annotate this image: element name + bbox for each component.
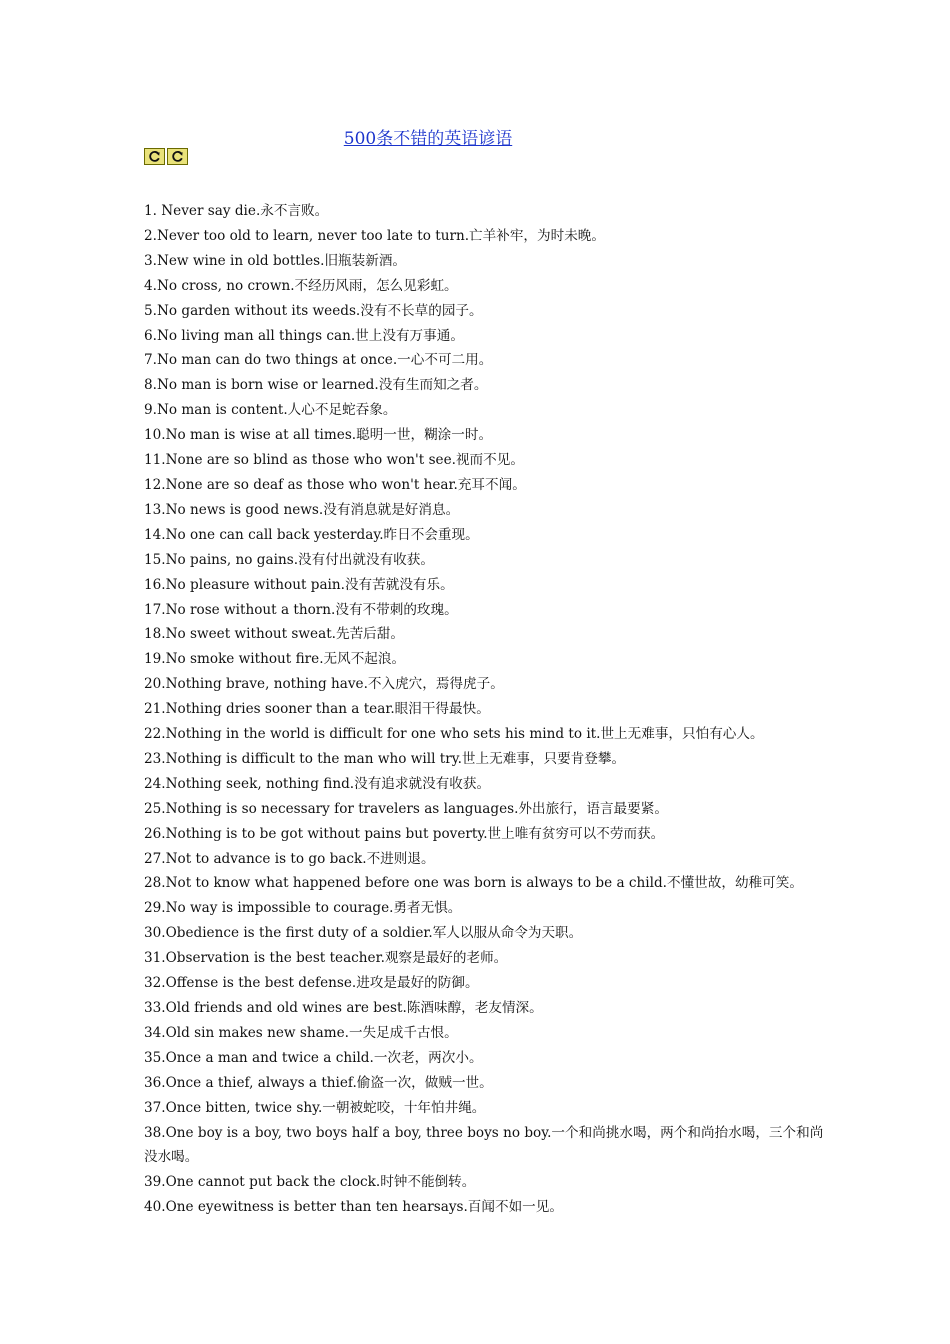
proverb-item: 16.No pleasure without pain.没有苦就没有乐。 — [144, 576, 454, 593]
proverb-item: 40.One eyewitness is better than ten hearsays.百闻不如一见。 — [144, 1199, 563, 1216]
proverb-item: 30.Obedience is the first duty of a soldier.军人以服从命令为天职。 — [144, 925, 583, 942]
proverb-item: 13.No news is good news.没有消息就是好消息。 — [144, 501, 460, 518]
proverb-item: 6.No living man all things can.世上没有万事通。 — [144, 327, 464, 344]
proverb-item: 15.No pains, no gains.没有付出就没有收获。 — [144, 551, 434, 568]
proverb-item: 2.Never too old to learn, never too late to turn.亡羊补牢，为时未晚。 — [144, 227, 605, 244]
proverb-list — [144, 199, 824, 1220]
proverb-item: 36.Once a thief, always a thief.偷盗一次，做贼一世。 — [144, 1074, 493, 1091]
proverb-item: 35.Once a man and twice a child.一次老，两次小。 — [144, 1049, 483, 1066]
proverb-item: 25.Nothing is so necessary for travelers as languages.外出旅行，语言最要紧。 — [144, 800, 668, 817]
proverb-item: 28.Not to know what happened before one was born is always to be a child.不懂世故，幼稚可笑。 — [144, 875, 803, 892]
proverb-item: 7.No man can do two things at once.一心不可二用。 — [144, 352, 493, 369]
proverb-item: 20.Nothing brave, nothing have.不入虎穴，焉得虎子。 — [144, 676, 504, 693]
proverb-item: 10.No man is wise at all times.聪明一世，糊涂一时。 — [144, 427, 493, 444]
proverb-item: 3.New wine in old bottles.旧瓶装新酒。 — [144, 252, 407, 269]
proverb-item: 23.Nothing is difficult to the man who will try.世上无难事，只要肯登攀。 — [144, 750, 626, 767]
proverb-item: 1. Never say die.永不言败。 — [144, 203, 329, 219]
proverb-item: 29.No way is impossible to courage.勇者无惧。 — [144, 900, 462, 917]
proverb-item: 4.No cross, no crown.不经历风雨，怎么见彩虹。 — [144, 277, 458, 294]
proverb-item: 33.Old friends and old wines are best.陈酒味醇，老友情深。 — [144, 1000, 543, 1016]
proverb-item: 19.No smoke without fire.无风不起浪。 — [144, 651, 406, 668]
proverb-item: 22.Nothing in the world is difficult for one who sets his mind to it.世上无难事，只怕有心人。 — [144, 726, 764, 743]
proverb-item: 5.No garden without its weeds.没有不长草的园子。 — [144, 302, 483, 319]
proverb-item: 11.None are so blind as those who won't see.视而不见。 — [144, 452, 524, 469]
proverb-item: 31.Observation is the best teacher.观察是最好的老师。 — [144, 950, 508, 967]
proverb-item: 37.Once bitten, twice shy.一朝被蛇咬，十年怕井绳。 — [144, 1099, 486, 1116]
proverb-item: 39.One cannot put back the clock.时钟不能倒转。 — [144, 1174, 476, 1191]
proverb-item: 21.Nothing dries sooner than a tear.眼泪干得最快。 — [144, 701, 490, 718]
document-title-link[interactable]: 500条不错的英语谚语 — [343, 129, 513, 149]
proverb-item: 27.Not to advance is to go back.不进则退。 — [144, 850, 435, 867]
proverb-item: 8.No man is born wise or learned.没有生而知之者。 — [144, 377, 488, 394]
proverb-item: 34.Old sin makes new shame.一失足成千古恨。 — [144, 1024, 458, 1041]
proverb-item: 18.No sweet without sweat.先苦后甜。 — [144, 626, 404, 643]
proverb-item: 32.Offense is the best defense.进攻是最好的防御。 — [144, 975, 479, 992]
proverb-item: 9.No man is content.人心不足蛇吞象。 — [144, 402, 397, 419]
refresh-icon[interactable] — [167, 148, 188, 165]
refresh-icon[interactable] — [144, 148, 165, 165]
proverb-item: 24.Nothing seek, nothing find.没有追求就没有收获。 — [144, 775, 491, 792]
proverb-item: 17.No rose without a thorn.没有不带刺的玫瑰。 — [144, 601, 458, 618]
toolbar-icons — [144, 148, 188, 165]
proverb-item: 26.Nothing is to be got without pains but poverty.世上唯有贫穷可以不劳而获。 — [144, 825, 665, 842]
proverb-item: 14.No one can call back yesterday.昨日不会重现。 — [144, 526, 479, 543]
proverb-item: 12.None are so deaf as those who won't hear.充耳不闻。 — [144, 476, 526, 493]
proverb-item: 38.One boy is a boy, two boys half a boy, three boys no boy.一个和尚挑水喝，两个和尚抬水喝，三个和尚没水喝。 — [144, 1124, 824, 1166]
